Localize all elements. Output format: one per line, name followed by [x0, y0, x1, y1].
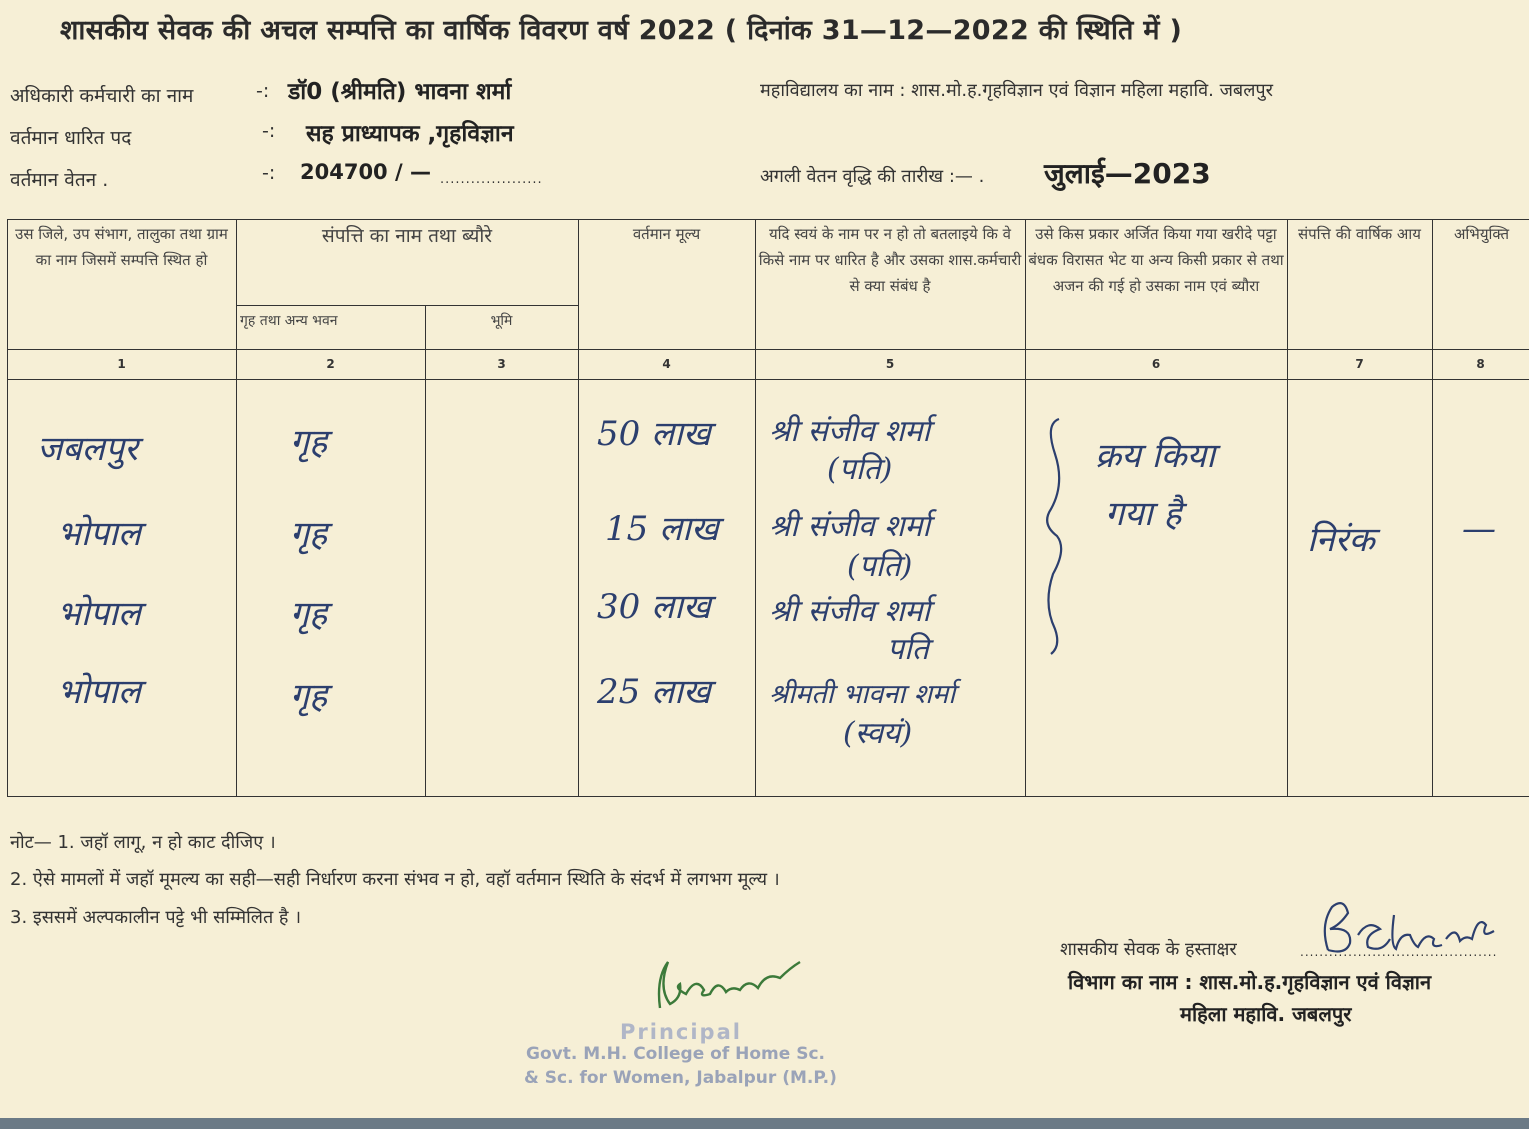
col-number-8: 8: [1476, 357, 1485, 371]
row3-relation: पति: [887, 632, 929, 667]
col-number-4: 4: [662, 357, 671, 371]
col-line-3: [578, 219, 579, 797]
stamp-title: Principal: [620, 1020, 742, 1044]
col-line-6: [1287, 219, 1288, 797]
row2-value: 15 लाख: [605, 509, 719, 549]
row3-type: गृह: [290, 594, 328, 634]
row1-place: जबलपुर: [37, 429, 138, 469]
row2-place: भोपाल: [57, 514, 141, 554]
col-line-7: [1432, 219, 1433, 797]
post-label: वर्तमान धारित पद: [10, 127, 132, 149]
row4-place: भोपाल: [57, 672, 141, 712]
curly-brace-mark: [1037, 414, 1087, 659]
salary-label: वर्तमान वेतन .: [10, 169, 109, 191]
row3-owner: श्री संजीव शर्मा: [769, 594, 931, 629]
col-line-4: [755, 219, 756, 797]
post-separator: -:: [262, 120, 276, 142]
property-table: [7, 219, 1529, 797]
col1-header: उस जिले, उप संभाग, तालुका तथा ग्राम का नाम जिसमें सम्पत्ति स्थित हो: [15, 225, 228, 269]
row3-value: 30 लाख: [597, 587, 711, 627]
col-number-6: 6: [1151, 357, 1161, 371]
col-number-5: 5: [885, 357, 895, 371]
name-separator: -:: [256, 80, 270, 102]
col-line-2: [425, 305, 426, 797]
increment-value: जुलाई—2023: [1044, 157, 1211, 190]
col23-header: संपत्ति का नाम तथा ब्यौरे: [321, 225, 493, 247]
row4-owner: श्रीमती भावना शर्मा: [769, 679, 956, 710]
note-1: नोट— 1. जहॉ लागू, न हो काट दीजिए ।: [10, 832, 276, 853]
signature-dots: .........................................: [1300, 945, 1498, 959]
signature-label: शासकीय सेवक के हस्ताक्षर: [1060, 939, 1237, 960]
acquired-line1: क्रय किया: [1095, 436, 1216, 476]
college-name: महाविद्यालय का नाम : शास.मो.ह.गृहविज्ञान एवं विज्ञान महिला महावि. जबलपुर: [760, 80, 1274, 101]
row1-type: गृह: [290, 422, 328, 462]
row2-owner: श्री संजीव शर्मा: [769, 509, 931, 544]
col-number-2: 2: [326, 357, 335, 371]
col6-header: उसे किस प्रकार अर्जित किया गया खरीदे पट्टा बंधक विरासत भेट या अन्य किसी प्रकार से तथा अजन की गई हो उसका नाम एवं ब्यौरा: [1028, 225, 1284, 295]
row4-value: 25 लाख: [597, 672, 711, 712]
col-line-0: [7, 219, 8, 797]
note-2: 2. ऐसे मामलों में जहॉ मूमल्य का सही—सही निर्धारण करना संभव न हो, वहॉ वर्तमान स्थिति के संदर्भ में लगभग मूल्य ।: [10, 869, 780, 890]
stamp-line2: & Sc. for Women, Jabalpur (M.P.): [524, 1068, 837, 1088]
employee-signature: [1310, 895, 1510, 965]
col7-header: संपत्ति की वार्षिक आय: [1298, 225, 1421, 243]
salary-separator: -:: [262, 162, 276, 184]
principal-signature: [640, 948, 810, 1018]
dept-line1: विभाग का नाम : शास.मो.ह.गृहविज्ञान एवं विज्ञान: [1068, 970, 1432, 994]
col-number-3: 3: [497, 357, 506, 371]
remarks: —: [1462, 509, 1496, 549]
row1-value: 50 लाख: [597, 414, 711, 454]
row2-type: गृह: [290, 514, 328, 554]
name-value: डॉ0 (श्रीमति) भावना शर्मा: [288, 79, 512, 105]
salary-value: 204700 / —: [300, 160, 431, 184]
row4-type: गृह: [290, 676, 328, 716]
subheader-divider: [236, 305, 578, 306]
row4-relation: (स्वयं): [843, 716, 913, 751]
salary-dots: ....................: [440, 172, 543, 187]
col-number-1: 1: [117, 357, 126, 371]
stamp-line1: Govt. M.H. College of Home Sc.: [526, 1044, 825, 1064]
col-line-5: [1025, 219, 1026, 797]
increment-label: अगली वेतन वृद्धि की तारीख :— .: [760, 166, 985, 187]
col3-subheader: भूमि: [490, 313, 513, 329]
post-value: सह प्राध्यापक ,गृहविज्ञान: [306, 121, 514, 147]
scan-edge-strip: [0, 1118, 1529, 1129]
col8-header: अभियुक्ति: [1453, 225, 1510, 243]
name-label: अधिकारी कर्मचारी का नाम: [10, 85, 194, 107]
col-line-1: [236, 219, 237, 797]
note-3: 3. इससमें अल्पकालीन पट्टे भी सम्मिलित है ।: [10, 907, 302, 928]
col4-header: वर्तमान मूल्य: [632, 225, 701, 243]
form-title: शासकीय सेवक की अचल सम्पत्ति का वार्षिक विवरण वर्ष 2022 ( दिनांक 31—12—2022 की स्थिति में ): [60, 15, 1183, 46]
row1-relation: (पति): [827, 452, 893, 487]
dept-line2: महिला महावि. जबलपुर: [1180, 1002, 1352, 1026]
row1-owner: श्री संजीव शर्मा: [769, 414, 931, 449]
row2-relation: (पति): [847, 549, 913, 584]
row3-place: भोपाल: [57, 594, 141, 634]
col2-subheader: गृह तथा अन्य भवन: [240, 313, 338, 329]
annual-income: निरंक: [1307, 520, 1375, 560]
acquired-line2: गया है: [1105, 494, 1182, 534]
col-number-7: 7: [1355, 357, 1364, 371]
col5-header: यदि स्वयं के नाम पर न हो तो बतलाइये कि वे किसे नाम पर धारित है और उसका शास.कर्मचारी से क्या संबंध है: [758, 225, 1022, 295]
